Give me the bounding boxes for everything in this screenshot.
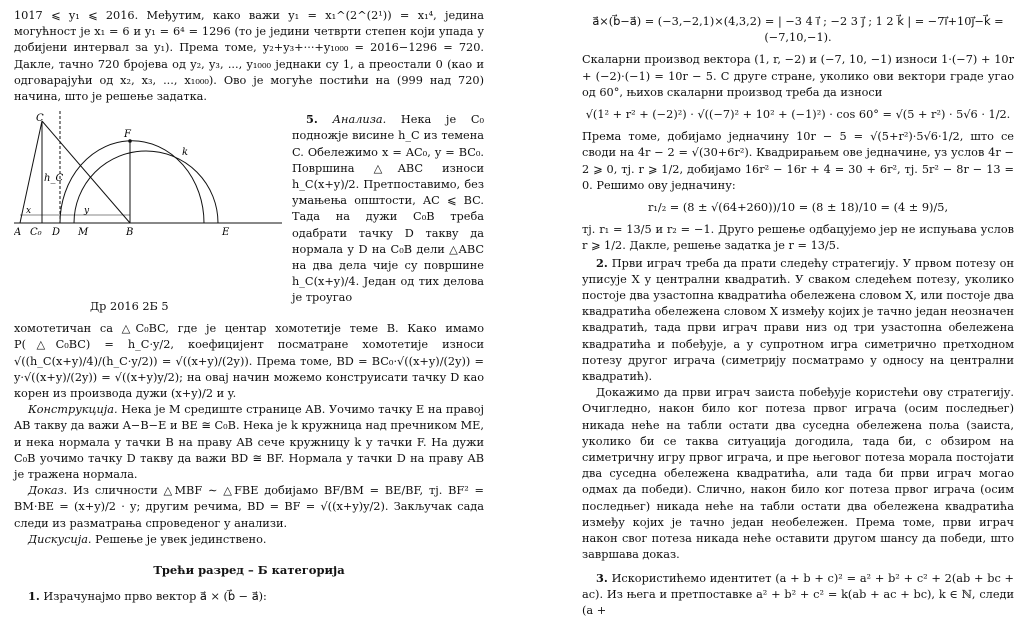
label-hc: h_C (44, 173, 64, 185)
paragraph-proof-2: Докажимо да први играч заиста побеђује користећи ову стратегију. Очигледно, након било ког потеза првог играча (осим последњег) никада неће на табли остати два суседна обележена поља (заиста, уколико би се таква ситуација догодила, тада би, с обзиром на симетричну игру првог играча, и пре његовог потеза морала постојати два суседна обележена квадратића, али тада би први играч могао одмах да победи). Слично, након било ког потеза првог играча (осим последњег) никада неће на табли остати два обележена квадратића између којих је тачно један необележен. Према томе, први играч након свог потеза никада неће оставити другом шансу да победи, што завршава доказ. (582, 386, 1014, 562)
construction-text: Нека је M средиште странице AB. Уочимо тачку E на правој AB такву да важи A−B−E и BE ≅ C₀B. Нека је k кружница над пречником ME, и нека нормала у тачки B на праву AB сече кружницу k у тачки F. На дужи C₀B уочимо тачку D такву да важи BD ≅ BF. Нормала у тачки D на праву AB је тражена нормала. (14, 403, 484, 482)
label-c: C (36, 113, 44, 125)
label-e: E (222, 227, 230, 239)
problem-number-5: 5. (306, 112, 318, 127)
label-c0: C₀ (30, 227, 42, 239)
label-k: k (182, 147, 189, 159)
cross-product-equation: a⃗×(b⃗−a⃗) = (−3,−2,1)×(4,3,2) = | −3 4 i⃗ ; −2 3 j⃗ ; 1 2 k⃗ | = −7i⃗+10j⃗−k⃗ = (−7,10,−1). (592, 15, 1004, 45)
problem-1-text: Израчунајмо прво вектор a⃗ × (b⃗ − a⃗): (43, 590, 267, 604)
problem-number-2: 2. (596, 255, 608, 270)
proof-title: Доказ. (28, 484, 68, 498)
paragraph-homothety: хомотетичан са △C₀BC, где је центар хомотетије теме B. Како имамо P(△C₀BC) = h_C·y/2, коефицијент посматране хомотетије износи √((h_C(x+y)/4)/(h_C·y/2)) = √((x+y)/(2y)). Према томе, BD = BC₀·√((x+y)/(2y)) = y·√((x+y)/(2y)) = √((x+y)y/2); на овај начин можемо конструисати тачку D као корен из производа дужи (x+y)/2 и y. (14, 322, 484, 401)
section-heading: Трећи разред – Б категорија (153, 563, 345, 578)
discussion-text: Решење је увек јединствено. (95, 532, 267, 546)
paragraph-scalar: Скаларни производ вектора (1, r, −2) и (−7, 10, −1) износи 1·(−7) + 10r + (−2)·(−1) = 10r − 5. С друге стране, уколико ови вектори граде угао од 60°, њихов скаларни производ треба да износи (582, 53, 1014, 99)
equation-cos: √(1² + r² + (−2)²) · √((−7)² + 10² + (−1)²) · cos 60° = √(5 + r²) · 5√6 · 1/2. (585, 108, 1011, 122)
label-b: B (126, 227, 134, 239)
analysis-block (292, 111, 484, 321)
paragraph-solution: тј. r₁ = 13/5 и r₂ = −1. Друго решење одбацујемо јер не испуњава услов r ⩾ 1/2. Дакле, решење задатка је r = 13/5. (582, 223, 1014, 253)
geometry-figure (14, 111, 286, 321)
analysis-title: Анализа. (332, 113, 387, 127)
problem-number-1: 1. (28, 589, 40, 604)
problem-3-text: Искористићемо идентитет (a + b + c)² = a² + b² + c² + 2(ab + bc + ac). Из њега и претпоставке a² + b² + c² = k(ab + ac + bc), k ∈ ℕ, следи (a + (582, 571, 1014, 617)
paragraph-problem-3 (582, 570, 1014, 620)
paragraph-intro: 1017 ⩽ y₁ ⩽ 2016. Међутим, како важи y₁ = x₁^(2^(2¹)) = x₁⁴, једина могућност је x₁ = 6 и y₁ = 6⁴ = 1296 (то је једини четврти степен који упада у добијени интервал за y₁). Према томе, y₂+y₃+···+y₁₀₀₀ = 2016−1296 = 720. Дакле, тачно 720 бројева од y₂, y₃, ..., y₁₀₀₀ једнаки су 1, а преостали 0 (као и одговарајући од x₂, x₃, ..., x₁₀₀₀). Ово је могуће постићи на (999 над 720) начина, што је решење задатка. (14, 9, 484, 104)
proof-text: Из сличности △MBF ∼ △FBE добијамо BF/BM = BE/BF, тј. BF² = BM·BE = (x+y)/2 · y; другим речима, BD = BF = √((x+y)y/2). Закључак сада следи из разматрања спроведеног у анализи. (14, 484, 484, 530)
paragraph-problem-1 (14, 588, 484, 605)
label-m: M (78, 227, 89, 239)
proof-paragraph (14, 483, 484, 532)
paragraph-equation: Према томе, добијамо једначину 10r − 5 = √(5+r²)·5√6·1/2, што се своди на 4r − 2 = √(30+6r²). Квадрирањем ове једначине, уз услов 4r − 2 ⩾ 0, тј. r ⩾ 1/2, добијамо 16r² − 16r + 4 = 30 + 6r², тј. 5r² − 8r − 13 = 0. Решимо ову једначину: (582, 130, 1014, 192)
figure-caption: Др 2016 2Б 5 (90, 300, 169, 314)
geometry-diagram (14, 111, 286, 311)
problem-number-3: 3. (596, 570, 608, 585)
analysis-text: Нека је C₀ подножје висине h_C из темена C. Обележимо x = AC₀, y = BC₀. Површина △ABC износи h_C(x+y)/2. Претпоставимо, без умањења општости, AC ⩽ BC. Тада на дужи C₀B треба одабрати тачку D такву да нормала у D на C₀B дели △ABC на два дела чије су површине h_C(x+y)/4. Један од тих делова је троугао (292, 113, 484, 305)
equation-roots: r₁/₂ = (8 ± √(64+260))/10 = (8 ± 18)/10 = (4 ± 9)/5, (647, 201, 949, 215)
construction-paragraph (14, 402, 484, 483)
problem-2-text: Први играч треба да прати следећу стратегију. У првом потезу он уписује X у централни квадратић. У сваком следећем потезу, уколико постоје два узастопна квадратића обележена словом X, или постоје два квадратића обележена словом X између којих је тачно један неозначен квадратић, тада први играч прави низ од три узастопна обележена квадратића и побеђује, а у супротном игра симетрично претходном потезу другог играча (симетрију посматрамо у односу на централни квадратић). (582, 256, 1014, 384)
figure-row (14, 111, 484, 321)
label-f: F (124, 129, 131, 141)
discussion-title: Дискусија. (28, 532, 92, 546)
label-a: A (14, 227, 22, 239)
right-column (582, 8, 1014, 619)
label-x: x (26, 206, 32, 217)
label-y: y (84, 206, 90, 217)
left-column (14, 8, 484, 605)
label-d: D (52, 227, 61, 239)
paragraph-problem-2 (582, 255, 1014, 386)
construction-title: Конструкција. (28, 403, 118, 417)
discussion-paragraph (14, 532, 484, 548)
